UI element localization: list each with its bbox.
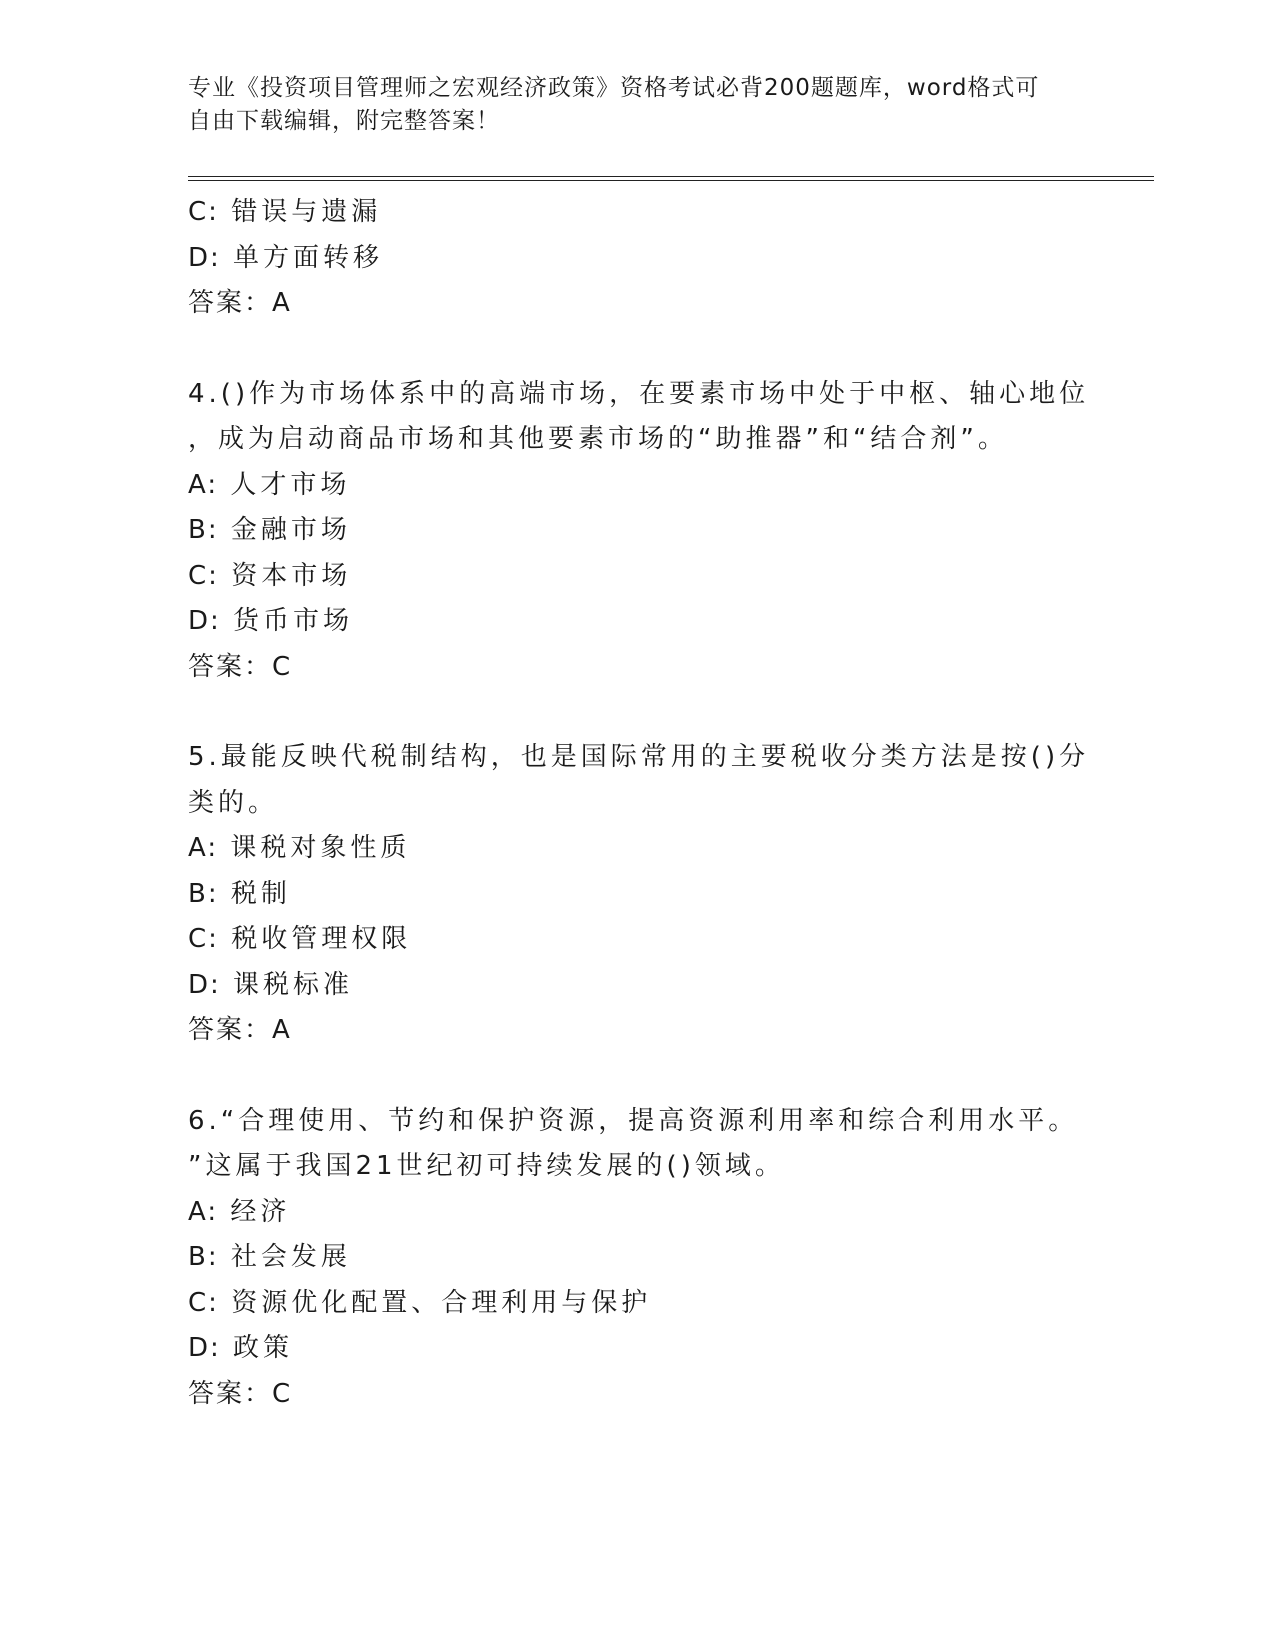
question-stem-line: ，成为启动商品市场和其他要素市场的“助推器”和“结合剂”。 — [188, 424, 1008, 454]
option-b: B: 金融市场 — [188, 515, 351, 545]
question-stem-line: 6.“合理使用、节约和保护资源，提高资源利用率和综合利用水平。 — [188, 1105, 1079, 1136]
question-3-tail — [188, 190, 1088, 327]
answer-line: 答案：A — [188, 1015, 292, 1045]
option-c: C: 资本市场 — [188, 560, 352, 591]
option-b: B: 社会发展 — [188, 1242, 351, 1272]
option-c: C: 错误与遗漏 — [188, 197, 382, 227]
question-4 — [188, 372, 1088, 691]
option-b: B: 税制 — [188, 878, 291, 909]
option-c: C: 税收管理权限 — [188, 924, 412, 954]
question-5 — [188, 735, 1088, 1054]
option-c: C: 资源优化配置、合理利用与保护 — [188, 1287, 652, 1318]
option-d: D: 课税标准 — [188, 969, 354, 1000]
page-header — [188, 72, 1068, 138]
question-list — [188, 190, 1088, 1417]
question-stem-line: 4.()作为市场体系中的高端市场，在要素市场中处于中枢、轴心地位 — [188, 378, 1090, 409]
question-6 — [188, 1099, 1088, 1418]
option-d: D: 货币市场 — [188, 606, 354, 636]
header-line-1: 专业《投资项目管理师之宏观经济政策》资格考试必背200题题库，word格式可 — [188, 75, 1040, 101]
question-stem-line: 5.最能反映代税制结构，也是国际常用的主要税收分类方法是按()分 — [188, 742, 1090, 772]
header-divider — [188, 176, 1154, 181]
answer-line: 答案：C — [188, 1378, 293, 1409]
answer-line: 答案：A — [188, 288, 292, 318]
option-a: A: 人才市场 — [188, 469, 351, 500]
option-a: A: 经济 — [188, 1196, 291, 1227]
option-a: A: 课税对象性质 — [188, 833, 411, 863]
answer-line: 答案：C — [188, 651, 293, 682]
question-stem-line: 类的。 — [188, 787, 279, 818]
question-stem-line: ”这属于我国21世纪初可持续发展的()领域。 — [188, 1151, 785, 1181]
header-line-2: 自由下载编辑，附完整答案！ — [188, 108, 500, 134]
option-d: D: 单方面转移 — [188, 242, 384, 273]
option-d: D: 政策 — [188, 1333, 294, 1363]
